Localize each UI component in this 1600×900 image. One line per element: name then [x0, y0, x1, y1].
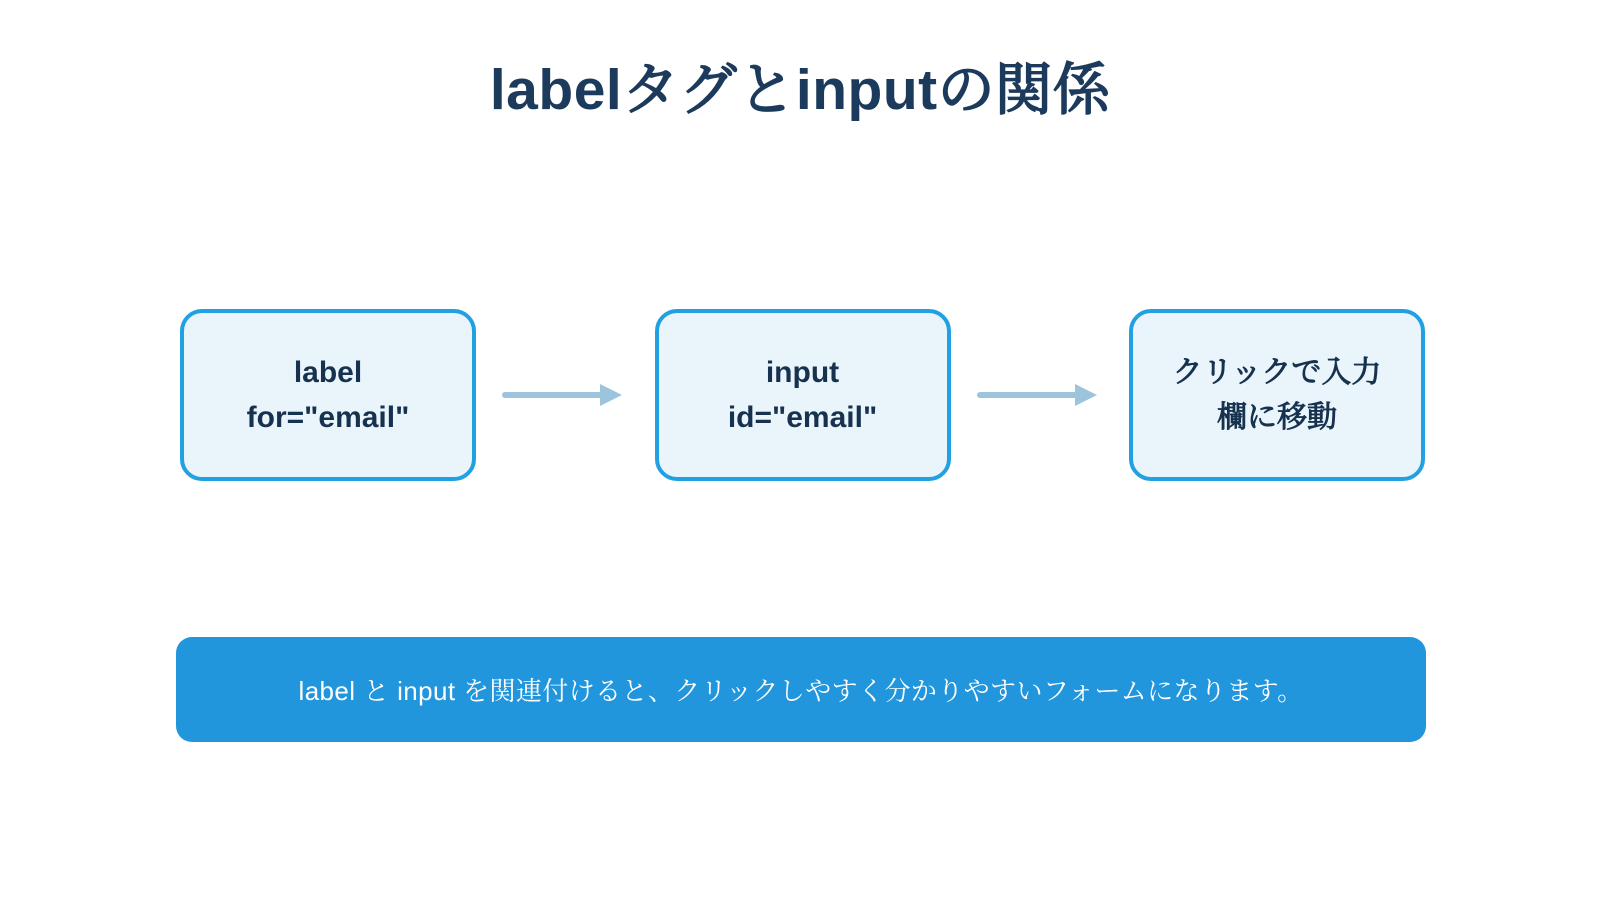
summary-banner: [176, 637, 1426, 742]
flow-diagram: [180, 305, 1425, 485]
flow-node-result-line1: クリックで入力: [1172, 356, 1382, 389]
flow-node-input-line2: id="email": [727, 401, 878, 434]
arrow-shaft: [502, 392, 604, 398]
arrow-head: [600, 384, 622, 406]
flow-node-label: [180, 309, 476, 481]
page-title: labelタグとinputの関係: [489, 58, 1111, 122]
summary-banner-text: label と input を関連付けると、クリックしやすく分かりやすいフォームになります。: [298, 676, 1304, 706]
flow-node-label-line2: for="email": [246, 401, 410, 434]
arrow-head: [1075, 384, 1097, 406]
arrow-shaft: [977, 392, 1079, 398]
flow-node-input-line1: input: [765, 356, 840, 389]
flow-node-input: [655, 309, 951, 481]
flow-node-label-line1: label: [293, 356, 363, 389]
flow-arrow-right-icon-2: [977, 382, 1103, 408]
flow-node-result: [1129, 309, 1425, 481]
flow-node-result-line2: 欄に移動: [1217, 401, 1337, 434]
flow-arrow-right-icon-1: [502, 382, 628, 408]
